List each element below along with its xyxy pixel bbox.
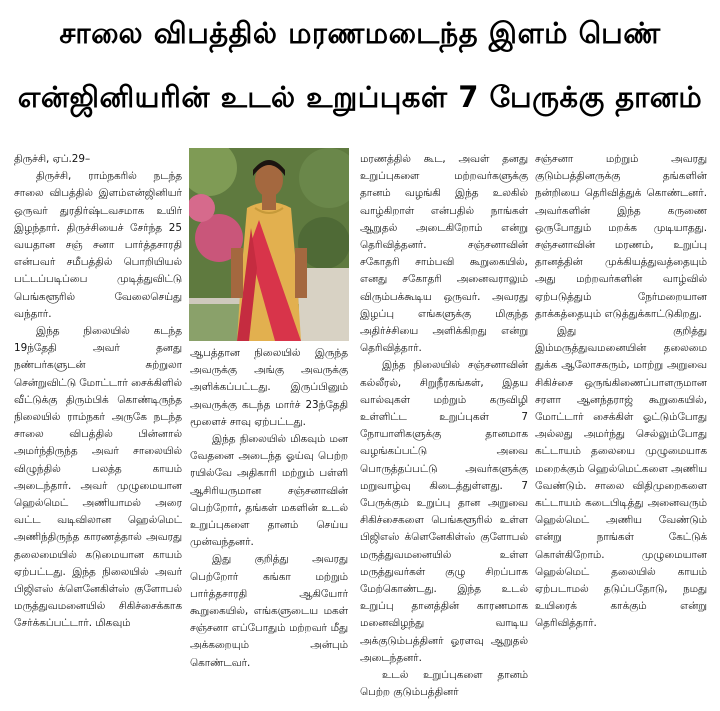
article-column-3 bbox=[360, 151, 528, 706]
article-column-1 bbox=[14, 151, 182, 706]
paragraph: மரணத்தில் கூட, அவள் தனது உறுப்புகளை மற்றவர்களுக்கு தானம் வழங்கி இந்த உலகில் வாழ்கிறாள் என்பதில் நாங்கள் ஆறுதல் அடைகிறோம் என்று தெரிவித்தனர். சஞ்சனாவின் சகோதரி சாம்பவி கூறுகையில், எனது சகோதரி அனைவராலும் விரும்பக்கூடிய ஒருவர். அவரது இழப்பு எங்களுக்கு மிகுந்த அதிர்ச்சியை அளிக்கிறது என்று தெரிவித்தார். bbox=[360, 153, 528, 355]
article-photo bbox=[189, 148, 349, 341]
article-column-4 bbox=[535, 151, 707, 706]
paragraph: இது குறித்து அவரது பெற்றோர் கங்கா மற்றும் பார்த்தசாரதி ஆகியோர் கூறுகையில், எங்களுடைய மகள் சஞ்சனா எப்போதும் மற்றவர் மீது அக்கறையும் அன்பும் கொண்டவர். bbox=[190, 553, 348, 669]
headline-line-2: என்ஜினியரின் உடல் உறுப்புகள் 7 பேருக்கு தானம் bbox=[17, 80, 703, 114]
paragraph: இந்த நிலையில் மிகவும் மன வேதனை அடைந்த ஓய்வு பெற்ற ரயில்வே அதிகாரி மற்றும் பள்ளி ஆசிரியருமான சஞ்சனாவின் பெற்றோர், தங்கள் மகளின் உடல் உறுப்புகளை தானம் செய்ய முன்வந்தனர். bbox=[190, 433, 348, 549]
paragraph: இந்த நிலையில் சஞ்சனாவின் கல்லீரல், சிறுநீரகங்கள், இதய வால்வுகள் மற்றும் கருவிழி உள்ளிட்ட உறுப்புகள் 7 நோயாளிகளுக்கு தானமாக வழங்கப்பட்டு அவை பொருத்தப்பட்டு அவர்களுக்கு மறுவாழ்வு கிடைத்துள்ளது. 7 பேருக்கும் உறுப்பு தான அறுவை சிகிச்சைகளை பெங்களூரில் உள்ள பிஜிஎஸ் க்ளெனேகிள்ஸ் குளோபல் மருத்துவமனையில் உள்ள மருத்துவர்கள் குழு சிறப்பாக மேற்கொண்டது. இந்த உடல் உறுப்பு தானத்தின் காரணமாக மனைவிழந்து வாடிய அக்குடும்பத்தினர் ஓரளவு ஆறுதல் அடைந்தனர். bbox=[360, 359, 528, 664]
paragraph: இது குறித்து இம்மருத்துவமனையின் தலைமை துக்க ஆலோசகரும், மாற்று அறுவை சிகிச்சை ஒருங்கிணைப்பாளருமான சரளா ஆனந்தராஜ் கூறுகையில், மோட்டார் சைக்கிள் ஓட்டும்போது அல்லது அமர்ந்து செல்லும்போது கட்டாயம் தலையை முழுமையாக மறைக்கும் ஹெல்மெட்களை அணிய வேண்டும். சாலை விதிமுறைகளை கட்டாயம் கடைபிடித்து அனைவரும் ஹெல்மெட் அணிய வேண்டும் என்று நாங்கள் கேட்டுக் கொள்கிறோம். முழுமையான ஹெல்மெட் தலையில் காயம் ஏற்படாமல் தடுப்பதோடு, நமது உயிரைக் காக்கும் என்று தெரிவித்தார். bbox=[535, 325, 707, 630]
paragraph: திருச்சி, ராம்நகரில் நடந்த சாலை விபத்தில் இளம்என்ஜினியர் ஒருவர் துரதிர்ஷ்டவசமாக உயிர் இழந்தார். திருச்சியைச் சேர்ந்த 25 வயதான சஞ் சனா பார்த்தசாரதி என்பவர் சமீபத்தில் பொறியியல் பட்டப்படிப்பை முடித்துவிட்டு பெங்களூரில் வேலைசெய்து வந்தார். bbox=[14, 170, 182, 320]
woman-portrait-image bbox=[189, 148, 349, 341]
paragraph: சஞ்சனா மற்றும் அவரது குடும்பத்தினருக்கு தங்களின் நன்றியை தெரிவித்துக் கொண்டனர். அவர்களின் இந்த கருணை ஒருபோதும் மறக்க முடியாதது. சஞ்சனாவின் மரணம், உறுப்பு தானத்தின் முக்கியத்துவத்தையும் அது மற்றவர்களின் வாழ்வில் ஏற்படுத்தும் நேர்மறையான தாக்கத்தையும் எடுத்துக்காட்டுகிறது. bbox=[535, 153, 707, 320]
paragraph: இந்த நிலையில் கடந்த 19ந்தேதி அவர் தனது நண்பர்களுடன் சுற்றுலா சென்றுவிட்டு மோட்டார் சைக்கிளில் வீட்டுக்கு திரும்பிக் கொண்டிருந்த நிலையில் ராம்நகர் அருகே நடந்த சாலை விபத்தில் பின்னால் அமர்ந்திருந்த அவர் சாலையில் விழுந்தில் பலத்த காயம் அடைந்தார். அவர் முழுமையான ஹெல்மெட் அணியாமல் அரை வட்ட வடிவிலான ஹெல்மெட் அணிந்திருந்த காரணத்தால் அவரது தலைமையில் கடுமையான காயம் ஏற்பட்டது. இந்த நிலையில் அவர் பிஜிஎஸ் க்ளெனேகிள்ஸ் குளோபல் மருத்துவமனையில் சிகிச்சைக்காக சேர்க்கப்பட்டார். மிகவும் bbox=[14, 325, 182, 630]
paragraph: ஆபத்தான நிலையில் இருந்த அவருக்கு அங்கு அவருக்கு அளிக்கப்பட்டது. இருப்பினும் அவருக்கு கடந்த மார்ச் 23ந்தேதி மூளைச் சாவு ஏற்பட்டது. bbox=[190, 347, 348, 428]
article-column-2 bbox=[190, 345, 348, 706]
headline-line-1: சாலை விபத்தில் மரணமடைந்த இளம் பெண் bbox=[59, 16, 661, 50]
paragraph: உடல் உறுப்புகளை தானம் பெற்ற குடும்பத்தினர் bbox=[360, 669, 528, 699]
dateline: திருச்சி, ஏப்.29– bbox=[14, 153, 91, 165]
